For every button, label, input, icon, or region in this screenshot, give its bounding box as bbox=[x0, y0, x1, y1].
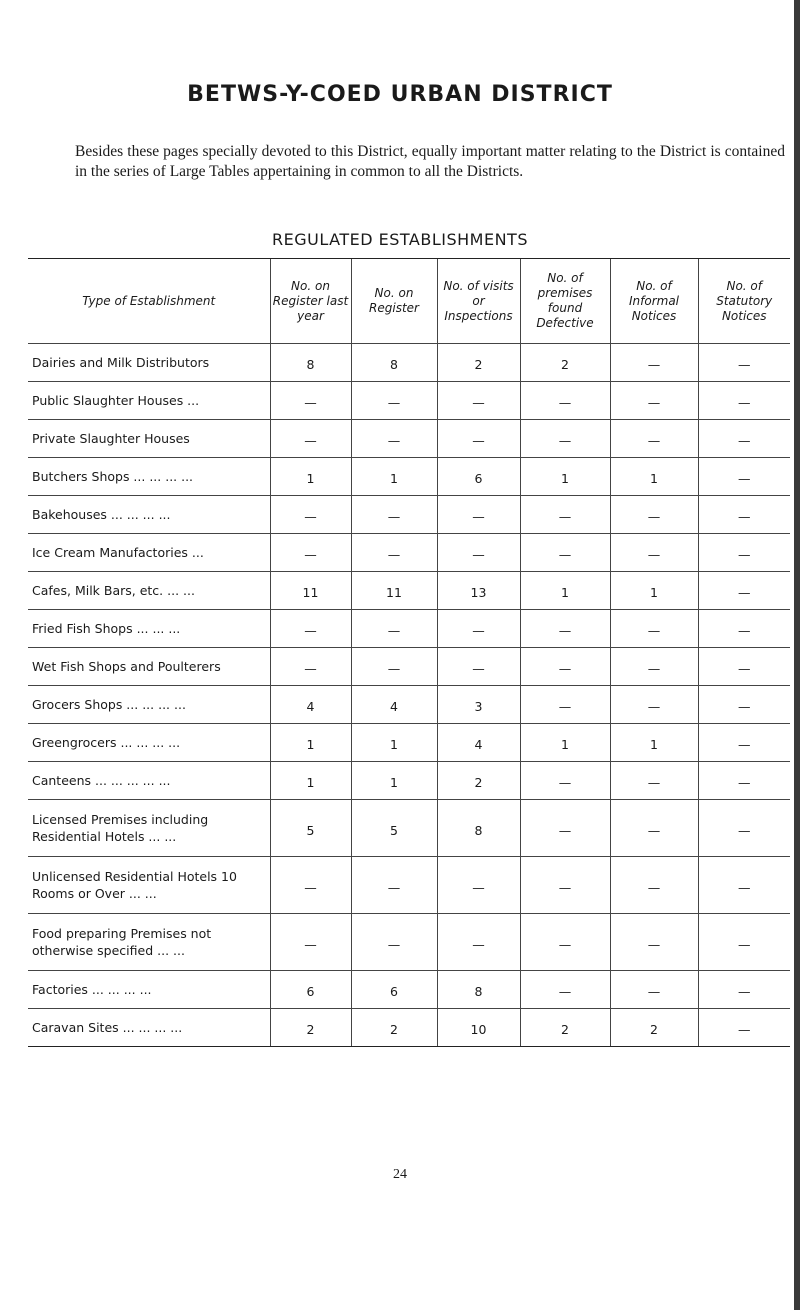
cell-statutory-notices: — bbox=[698, 857, 790, 914]
table-row bbox=[28, 1009, 790, 1047]
cell-statutory-notices: — bbox=[698, 496, 790, 534]
table-row bbox=[28, 610, 790, 648]
cell-defective: — bbox=[520, 496, 610, 534]
cell-visits: 4 bbox=[437, 724, 520, 762]
cell-register-last-year: — bbox=[270, 857, 351, 914]
cell-statutory-notices: — bbox=[698, 800, 790, 857]
establishment-type: Private Slaughter Houses bbox=[28, 420, 270, 458]
cell-register: 2 bbox=[351, 1009, 437, 1047]
cell-register: 1 bbox=[351, 724, 437, 762]
cell-statutory-notices: — bbox=[698, 382, 790, 420]
cell-visits: 13 bbox=[437, 572, 520, 610]
establishment-type: Unlicensed Residential Hotels 10 Rooms or Over ... ... bbox=[28, 857, 270, 914]
cell-informal-notices: — bbox=[610, 686, 698, 724]
cell-register-last-year: — bbox=[270, 420, 351, 458]
cell-statutory-notices: — bbox=[698, 1009, 790, 1047]
table-row bbox=[28, 382, 790, 420]
cell-register-last-year: — bbox=[270, 648, 351, 686]
cell-register-last-year: 11 bbox=[270, 572, 351, 610]
cell-register: 6 bbox=[351, 971, 437, 1009]
cell-statutory-notices: — bbox=[698, 971, 790, 1009]
cell-defective: — bbox=[520, 420, 610, 458]
table-row bbox=[28, 572, 790, 610]
cell-defective: 2 bbox=[520, 344, 610, 382]
cell-statutory-notices: — bbox=[698, 724, 790, 762]
cell-register-last-year: — bbox=[270, 610, 351, 648]
cell-visits: — bbox=[437, 382, 520, 420]
cell-visits: — bbox=[437, 914, 520, 971]
establishment-type: Public Slaughter Houses ... bbox=[28, 382, 270, 420]
cell-informal-notices: — bbox=[610, 800, 698, 857]
table-row bbox=[28, 496, 790, 534]
cell-statutory-notices: — bbox=[698, 686, 790, 724]
cell-defective: — bbox=[520, 800, 610, 857]
header-row bbox=[28, 259, 790, 344]
cell-register-last-year: 1 bbox=[270, 762, 351, 800]
header-defective: No. of premises found Defective bbox=[520, 259, 610, 344]
cell-register-last-year: 1 bbox=[270, 724, 351, 762]
cell-defective: — bbox=[520, 686, 610, 724]
establishment-type: Ice Cream Manufactories ... bbox=[28, 534, 270, 572]
cell-register-last-year: 2 bbox=[270, 1009, 351, 1047]
table-row bbox=[28, 344, 790, 382]
cell-defective: — bbox=[520, 971, 610, 1009]
cell-informal-notices: 1 bbox=[610, 724, 698, 762]
establishment-type: Cafes, Milk Bars, etc. ... ... bbox=[28, 572, 270, 610]
cell-visits: — bbox=[437, 496, 520, 534]
establishment-type: Grocers Shops ... ... ... ... bbox=[28, 686, 270, 724]
table-row bbox=[28, 724, 790, 762]
cell-register: 1 bbox=[351, 458, 437, 496]
cell-informal-notices: — bbox=[610, 648, 698, 686]
cell-defective: — bbox=[520, 762, 610, 800]
establishment-type: Dairies and Milk Distributors bbox=[28, 344, 270, 382]
cell-register-last-year: 5 bbox=[270, 800, 351, 857]
establishment-type: Butchers Shops ... ... ... ... bbox=[28, 458, 270, 496]
cell-register-last-year: — bbox=[270, 534, 351, 572]
cell-register-last-year: — bbox=[270, 914, 351, 971]
cell-register: — bbox=[351, 857, 437, 914]
page-edge bbox=[794, 0, 800, 1310]
cell-informal-notices: — bbox=[610, 496, 698, 534]
page-title: BETWS-Y-COED URBAN DISTRICT bbox=[187, 82, 613, 107]
cell-informal-notices: — bbox=[610, 610, 698, 648]
cell-register-last-year: — bbox=[270, 382, 351, 420]
cell-statutory-notices: — bbox=[698, 648, 790, 686]
cell-register-last-year: 4 bbox=[270, 686, 351, 724]
establishment-type: Bakehouses ... ... ... ... bbox=[28, 496, 270, 534]
regulated-establishments-table bbox=[28, 258, 790, 1047]
establishment-type: Fried Fish Shops ... ... ... bbox=[28, 610, 270, 648]
cell-defective: 1 bbox=[520, 572, 610, 610]
cell-register: 4 bbox=[351, 686, 437, 724]
cell-defective: 1 bbox=[520, 458, 610, 496]
cell-informal-notices: — bbox=[610, 914, 698, 971]
cell-register: — bbox=[351, 382, 437, 420]
header-type: Type of Establishment bbox=[28, 259, 270, 344]
cell-register: — bbox=[351, 534, 437, 572]
cell-defective: 2 bbox=[520, 1009, 610, 1047]
table-row bbox=[28, 686, 790, 724]
header-visits: No. of visits or Inspections bbox=[437, 259, 520, 344]
cell-visits: — bbox=[437, 420, 520, 458]
cell-statutory-notices: — bbox=[698, 762, 790, 800]
cell-defective: — bbox=[520, 382, 610, 420]
cell-defective: — bbox=[520, 857, 610, 914]
cell-informal-notices: — bbox=[610, 534, 698, 572]
cell-informal-notices: — bbox=[610, 971, 698, 1009]
header-statutory-notices: No. of Statutory Notices bbox=[698, 259, 790, 344]
cell-register-last-year: 1 bbox=[270, 458, 351, 496]
cell-visits: 10 bbox=[437, 1009, 520, 1047]
cell-statutory-notices: — bbox=[698, 572, 790, 610]
cell-register: — bbox=[351, 914, 437, 971]
cell-defective: — bbox=[520, 914, 610, 971]
cell-register-last-year: 6 bbox=[270, 971, 351, 1009]
table-row bbox=[28, 914, 790, 971]
intro-paragraph: Besides these pages specially devoted to this District, equally important matter relating to the District is contained in the series of Large Tables appertaining in common to all the Districts. bbox=[75, 143, 785, 180]
header-register: No. on Register bbox=[351, 259, 437, 344]
table-row bbox=[28, 458, 790, 496]
establishment-type: Caravan Sites ... ... ... ... bbox=[28, 1009, 270, 1047]
table-row bbox=[28, 534, 790, 572]
cell-visits: — bbox=[437, 648, 520, 686]
cell-register: 8 bbox=[351, 344, 437, 382]
cell-defective: — bbox=[520, 534, 610, 572]
header-register-last-year: No. on Register last year bbox=[270, 259, 351, 344]
cell-visits: 3 bbox=[437, 686, 520, 724]
cell-register: 5 bbox=[351, 800, 437, 857]
establishment-type: Canteens ... ... ... ... ... bbox=[28, 762, 270, 800]
cell-informal-notices: — bbox=[610, 344, 698, 382]
cell-visits: 8 bbox=[437, 800, 520, 857]
cell-visits: — bbox=[437, 534, 520, 572]
cell-statutory-notices: — bbox=[698, 458, 790, 496]
cell-statutory-notices: — bbox=[698, 914, 790, 971]
establishment-type: Food preparing Premises not otherwise specified ... ... bbox=[28, 914, 270, 971]
cell-defective: — bbox=[520, 648, 610, 686]
cell-informal-notices: — bbox=[610, 857, 698, 914]
cell-defective: — bbox=[520, 610, 610, 648]
cell-register: — bbox=[351, 420, 437, 458]
cell-visits: 6 bbox=[437, 458, 520, 496]
cell-register: — bbox=[351, 610, 437, 648]
cell-register: — bbox=[351, 648, 437, 686]
cell-register: 11 bbox=[351, 572, 437, 610]
cell-informal-notices: — bbox=[610, 420, 698, 458]
cell-informal-notices: 1 bbox=[610, 458, 698, 496]
table-row bbox=[28, 800, 790, 857]
table-title: REGULATED ESTABLISHMENTS bbox=[272, 230, 528, 249]
cell-informal-notices: 2 bbox=[610, 1009, 698, 1047]
cell-statutory-notices: — bbox=[698, 344, 790, 382]
table-row bbox=[28, 971, 790, 1009]
cell-register: 1 bbox=[351, 762, 437, 800]
cell-defective: 1 bbox=[520, 724, 610, 762]
cell-visits: 8 bbox=[437, 971, 520, 1009]
establishment-type: Licensed Premises including Residential Hotels ... ... bbox=[28, 800, 270, 857]
header-informal-notices: No. of Informal Notices bbox=[610, 259, 698, 344]
table-row bbox=[28, 857, 790, 914]
cell-visits: 2 bbox=[437, 762, 520, 800]
cell-register-last-year: 8 bbox=[270, 344, 351, 382]
table-row bbox=[28, 762, 790, 800]
establishment-type: Factories ... ... ... ... bbox=[28, 971, 270, 1009]
cell-register: — bbox=[351, 496, 437, 534]
cell-visits: 2 bbox=[437, 344, 520, 382]
table-row bbox=[28, 648, 790, 686]
cell-visits: — bbox=[437, 610, 520, 648]
cell-informal-notices: — bbox=[610, 762, 698, 800]
page-number: 24 bbox=[393, 1167, 407, 1182]
cell-informal-notices: 1 bbox=[610, 572, 698, 610]
cell-statutory-notices: — bbox=[698, 534, 790, 572]
cell-register-last-year: — bbox=[270, 496, 351, 534]
cell-informal-notices: — bbox=[610, 382, 698, 420]
establishment-type: Wet Fish Shops and Poulterers bbox=[28, 648, 270, 686]
establishment-type: Greengrocers ... ... ... ... bbox=[28, 724, 270, 762]
cell-statutory-notices: — bbox=[698, 610, 790, 648]
table-row bbox=[28, 420, 790, 458]
cell-statutory-notices: — bbox=[698, 420, 790, 458]
cell-visits: — bbox=[437, 857, 520, 914]
